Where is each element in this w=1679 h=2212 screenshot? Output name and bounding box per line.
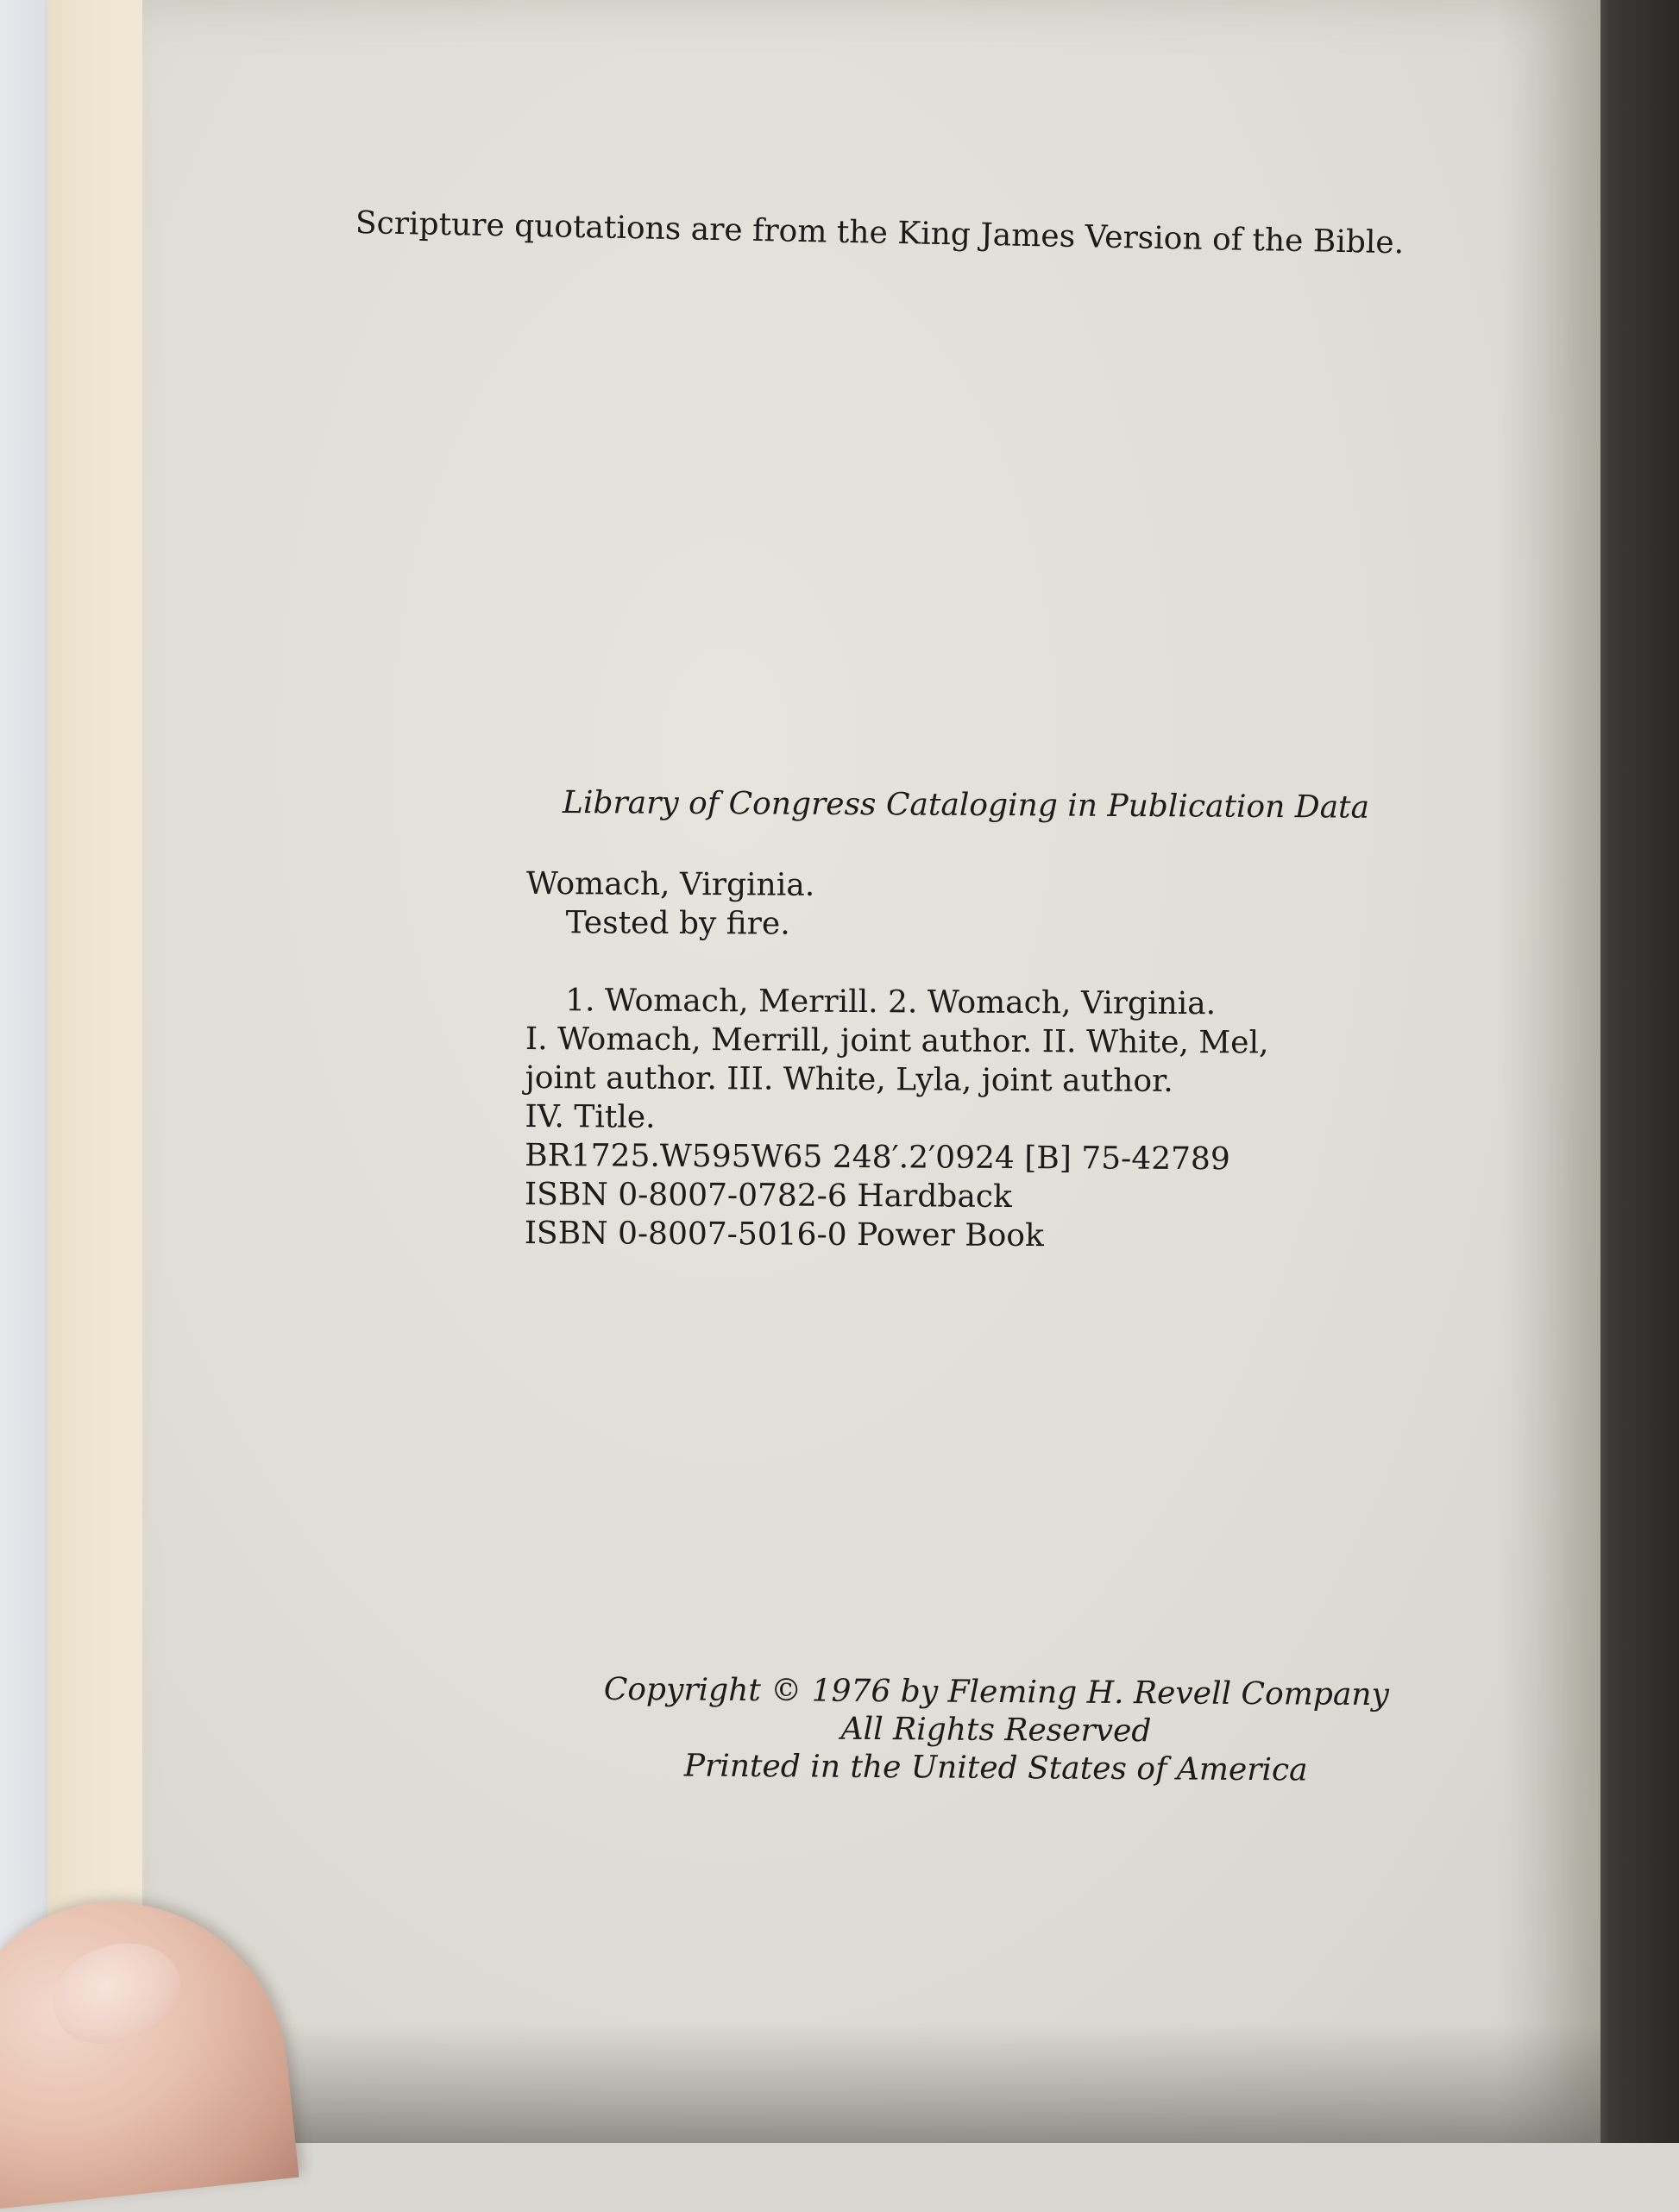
- cip-call-number: BR1725.W595W65: [525, 1137, 823, 1175]
- cip-lccn: 75-42789: [1081, 1141, 1230, 1178]
- cip-isbn-hardback: ISBN 0-8007-0782-6 Hardback: [524, 1176, 1012, 1215]
- printed-line: Printed in the United States of America: [683, 1748, 1308, 1788]
- cip-subject-line: I. Womach, Merrill, joint author. II. White, Mel,: [525, 1021, 1269, 1061]
- cip-subject-line: IV. Title.: [525, 1098, 656, 1135]
- cip-isbn-power-book: ISBN 0-8007-5016-0 Power Book: [524, 1215, 1044, 1254]
- cip-subject-line: 1. Womach, Merrill. 2. Womach, Virginia.: [565, 983, 1217, 1022]
- cip-heading: Library of Congress Cataloging in Publication Data: [562, 785, 1370, 826]
- cip-block: [525, 864, 1471, 1258]
- cip-author: Womach, Virginia.: [525, 866, 815, 903]
- cip-subject-line: joint author. III. White, Lyla, joint author.: [525, 1059, 1173, 1099]
- scripture-note: Scripture quotations are from the King James Version of the Bible.: [355, 205, 1405, 261]
- copyright-block: [577, 1671, 1415, 1791]
- page-shadow-right: [1497, 0, 1600, 2143]
- cip-spacer: [525, 942, 1470, 986]
- cip-dewey: 248′.2′0924 [B]: [832, 1139, 1072, 1177]
- cip-title: Tested by fire.: [565, 905, 790, 942]
- rights-line: All Rights Reserved: [840, 1711, 1152, 1750]
- copyright-line: Copyright © 1976 by Fleming H. Revell Company: [603, 1671, 1390, 1713]
- cip-classification-row: [525, 1136, 1469, 1180]
- page-shadow-bottom: [142, 2022, 1600, 2143]
